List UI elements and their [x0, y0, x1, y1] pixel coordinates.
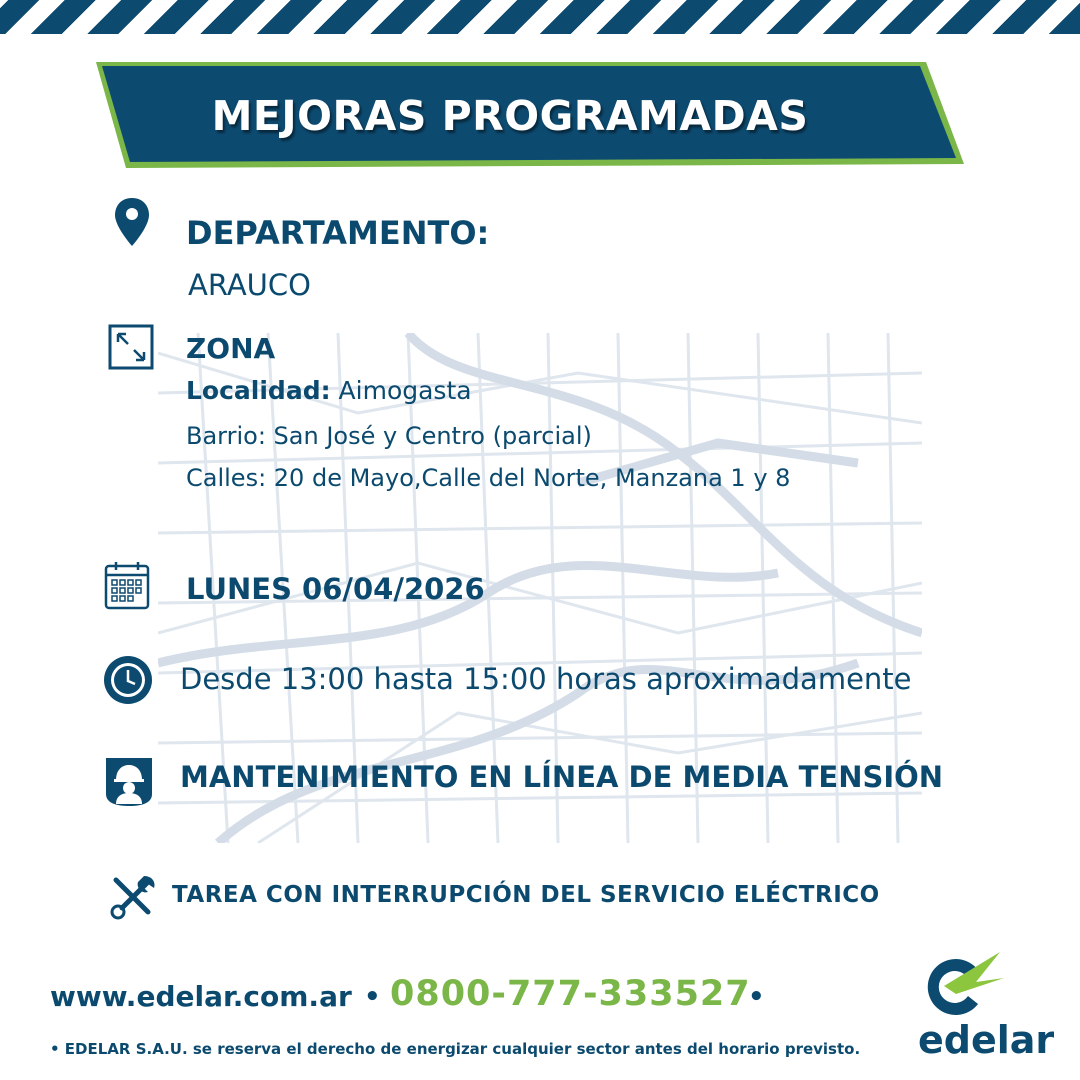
departamento-label: DEPARTAMENTO: [186, 214, 490, 252]
clock-icon [102, 654, 154, 706]
barrio-text: Barrio: San José y Centro (parcial) [186, 422, 592, 450]
tools-icon [108, 872, 158, 922]
horario-text: Desde 13:00 hasta 15:00 horas aproximadamente [180, 662, 912, 696]
localidad-value: Aimogasta [330, 376, 472, 405]
hazard-stripe-border [0, 0, 1080, 34]
expand-arrows-icon [108, 324, 154, 370]
trabajo-text: MANTENIMIENTO EN LÍNEA DE MEDIA TENSIÓN [180, 760, 944, 794]
disclaimer-text: • EDELAR S.A.U. se reserva el derecho de energizar cualquier sector antes del horario previsto. [50, 1040, 861, 1058]
worker-helmet-icon [104, 756, 154, 808]
edelar-logo-icon [916, 948, 1008, 1020]
zona-label: ZONA [186, 332, 276, 365]
localidad-line [186, 376, 472, 405]
departamento-value: ARAUCO [188, 268, 311, 302]
fecha-text: LUNES 06/04/2026 [186, 572, 485, 606]
tarea-text: TAREA CON INTERRUPCIÓN DEL SERVICIO ELÉCTRICO [172, 882, 880, 908]
website-link[interactable]: www.edelar.com.ar [50, 980, 352, 1013]
phone-number[interactable]: 0800-777-333527 [390, 974, 751, 1014]
location-pin-icon [112, 196, 152, 250]
calles-text: Calles: 20 de Mayo,Calle del Norte, Manzana 1 y 8 [186, 464, 791, 492]
page-title: MEJORAS PROGRAMADAS [211, 92, 809, 140]
separator-dot: • [364, 982, 381, 1012]
localidad-label: Localidad: [186, 376, 331, 405]
calendar-icon [104, 560, 150, 610]
separator-dot: • [748, 982, 765, 1012]
brand-name: edelar [918, 1018, 1055, 1062]
